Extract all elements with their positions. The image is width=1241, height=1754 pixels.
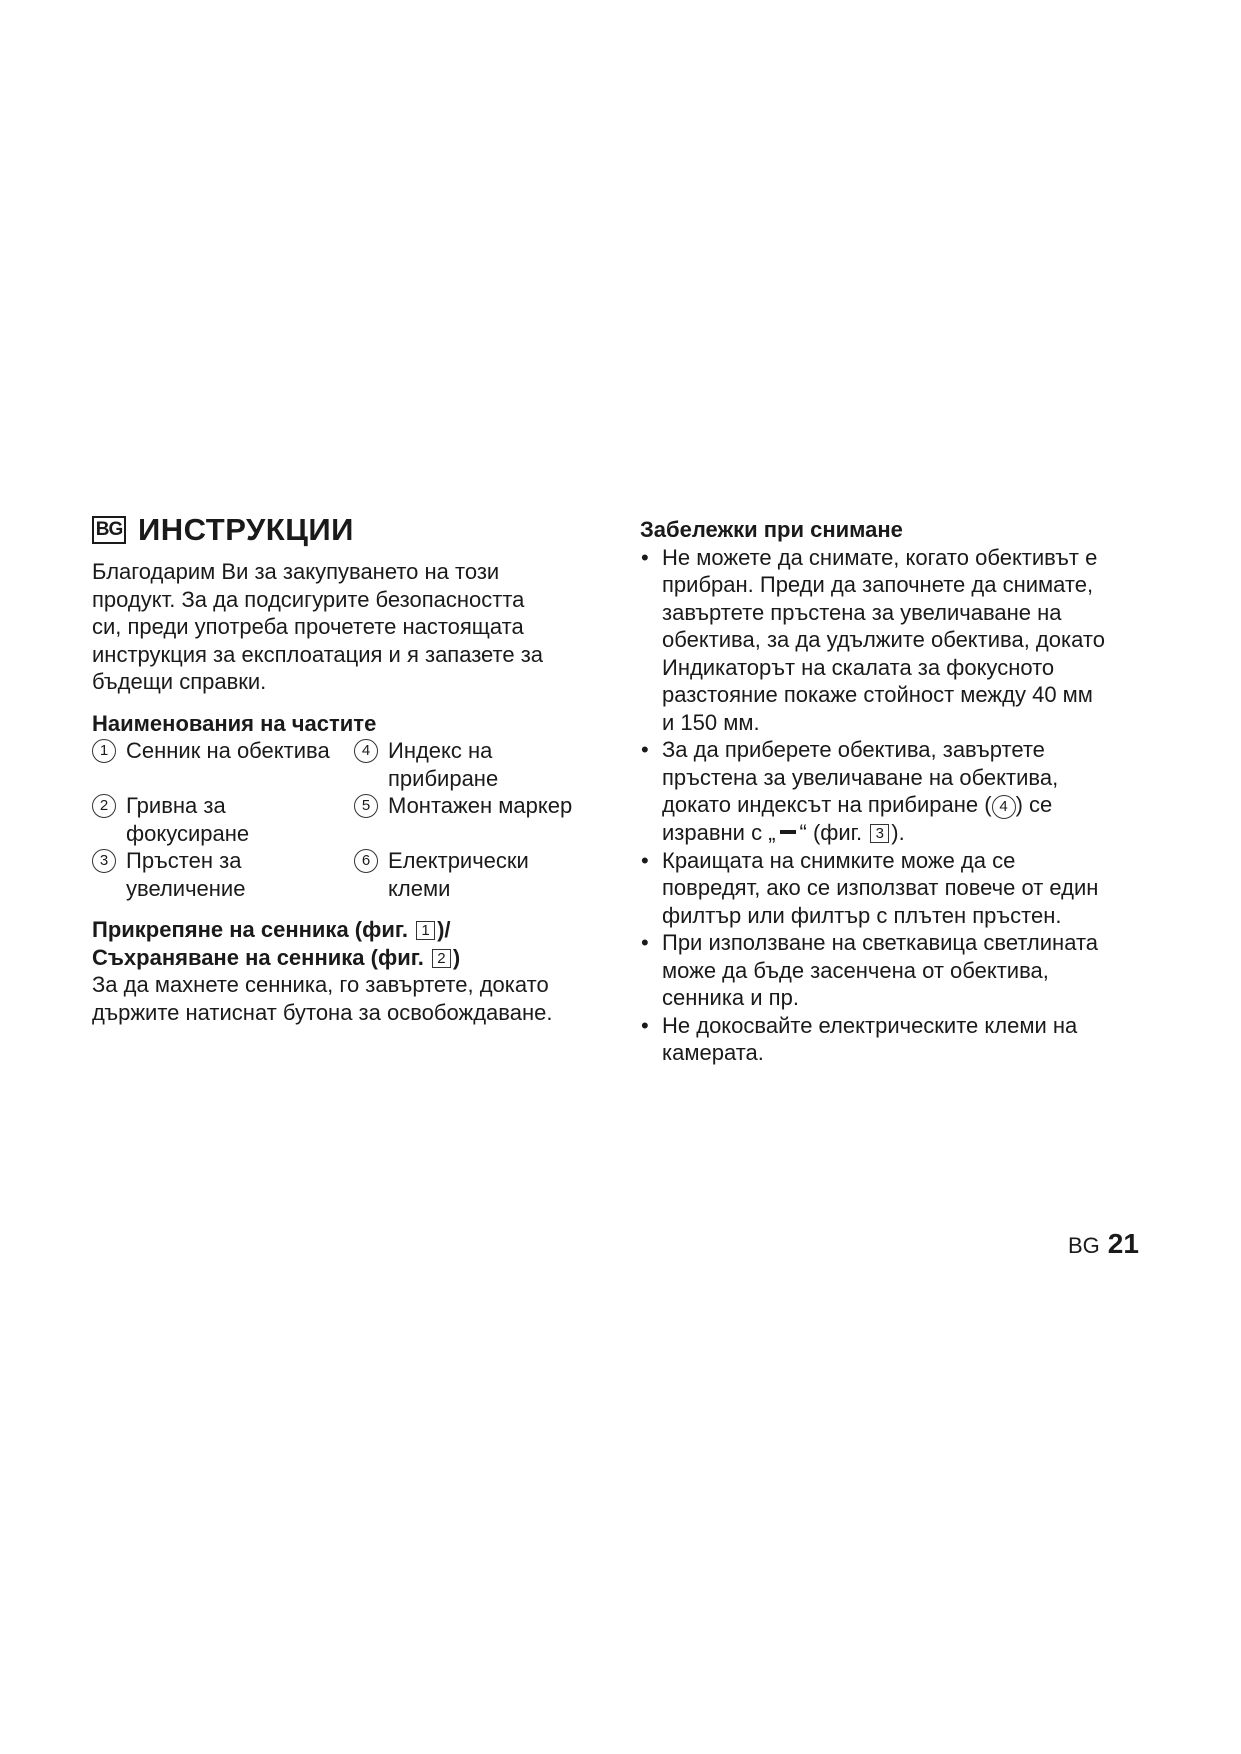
language-badge: BG (92, 516, 126, 544)
right-column (640, 516, 1155, 1067)
notes-list (640, 544, 1155, 1067)
part-number: 4 (992, 795, 1016, 819)
intro-paragraph (92, 558, 602, 696)
intro-line: бъдещи справки. (92, 669, 267, 694)
list-item: • Краищата на снимките може да се повредят, ако се използват повече от един филтър или филтър с плътен пръстен. (640, 847, 1155, 930)
figure-ref: 3 (870, 824, 889, 843)
figure-ref: 1 (416, 921, 435, 940)
part-number: 6 (354, 849, 378, 873)
part-item (92, 847, 354, 902)
left-column (92, 512, 602, 1026)
retraction-index-icon (780, 830, 796, 834)
part-label: Сенник на обектива (126, 738, 330, 763)
part-number: 1 (92, 739, 116, 763)
parts-list (92, 737, 602, 902)
intro-line: Благодарим Ви за закупуването на този (92, 559, 500, 584)
part-item (354, 792, 602, 847)
page-title: ИНСТРУКЦИИ (138, 512, 354, 548)
attach-paragraph: За да махнете сенника, го завъртете, докато държите натиснат бутона за освобождаване. (92, 972, 553, 1025)
page-number: 21 (1107, 1228, 1139, 1259)
part-item (354, 847, 602, 902)
part-label: Монтажен маркер (388, 793, 573, 818)
part-number: 2 (92, 794, 116, 818)
figure-ref: 2 (432, 949, 451, 968)
part-label: Електрически клеми (388, 848, 529, 901)
part-number: 3 (92, 849, 116, 873)
parts-heading: Наименования на частите (92, 710, 377, 736)
footer-lang: BG (1068, 1233, 1100, 1258)
part-item (354, 737, 602, 792)
title-row (92, 512, 602, 548)
part-item (92, 737, 354, 792)
notes-heading: Забележки при снимане (640, 517, 903, 542)
page-footer (1068, 1228, 1139, 1260)
list-item: • При използване на светкавица светлината може да бъде засенчена от обектива, сенника и пр. (640, 929, 1155, 1012)
intro-line: си, преди употреба прочетете настоящата (92, 614, 524, 639)
part-number: 5 (354, 794, 378, 818)
list-item: • За да приберете обектива, завъртете пръстена за увеличаване на обектива, докато индексът на прибиране ( 4 ) се изравни с „ “ (фиг. 3 ). (640, 736, 1155, 847)
list-item: • Не можете да снимате, когато обективът е прибран. Преди да започнете да снимате, завъртете пръстена за увеличаване на обектива, за да удължите обектива, докато Индикаторът на скалата за фокусното разстояние покаже стойност между 40 мм и 150 мм. (640, 544, 1155, 737)
part-label: Гривна за фокусиране (126, 793, 250, 846)
list-item: • Не докосвайте електрическите клеми на камерата. (640, 1012, 1155, 1067)
part-item (92, 792, 354, 847)
part-number: 4 (354, 739, 378, 763)
intro-line: продукт. За да подсигурите безопасността (92, 586, 525, 612)
intro-line: инструкция за експлоатация и я запазете за (92, 641, 544, 667)
part-label: Пръстен за увеличение (126, 848, 246, 901)
part-label: Индекс на прибиране (388, 738, 499, 791)
attach-heading: Прикрепяне на сенника (фиг. 1 )/ Съхраняване на сенника (фиг. 2 ) (92, 917, 461, 970)
